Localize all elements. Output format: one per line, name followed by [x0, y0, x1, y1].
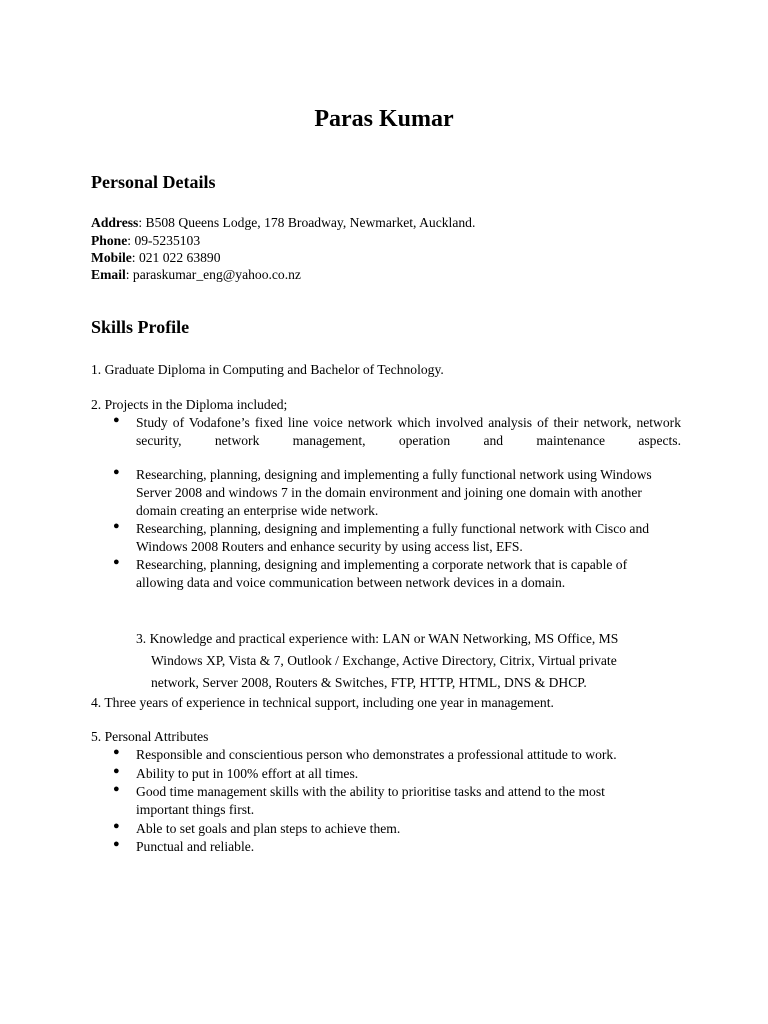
candidate-name: Paras Kumar [314, 106, 454, 132]
phone-value: : 09-5235103 [127, 233, 201, 248]
address-line [91, 214, 475, 231]
bullet-icon: ● [113, 466, 120, 478]
bullet-icon: ● [113, 820, 120, 832]
mobile-label: Mobile [91, 250, 132, 265]
project-item-3: Researching, planning, designing and implementing a fully functional network with Cisco and Windows 2008 Routers and enhance security by using access list, EFS. [136, 521, 650, 554]
skills-item-1: 1. Graduate Diploma in Computing and Bachelor of Technology. [91, 362, 444, 377]
skills-item-5-intro: 5. Personal Attributes [91, 729, 209, 744]
address-label: Address [91, 215, 139, 230]
attribute-item-3: Good time management skills with the ability to prioritise tasks and attend to the most important things first. [136, 784, 605, 817]
project-item-4: Researching, planning, designing and implementing a corporate network that is capable of allowing data and voice communication between network devices in a domain. [136, 557, 628, 590]
skills-item-2-intro: 2. Projects in the Diploma included; [91, 397, 288, 412]
skills-item-4: 4. Three years of experience in technical support, including one year in management. [91, 695, 554, 710]
phone-label: Phone [91, 233, 128, 248]
mobile-value: : 021 022 63890 [131, 250, 221, 265]
skills-profile-heading: Skills Profile [91, 317, 190, 337]
bullet-icon: ● [113, 838, 120, 850]
bullet-icon: ● [113, 414, 120, 426]
bullet-icon: ● [113, 556, 120, 568]
personal-details-heading: Personal Details [91, 172, 216, 192]
attribute-item-1: Responsible and conscientious person who demonstrates a professional attitude to work. [136, 747, 617, 762]
attribute-item-4: Able to set goals and plan steps to achieve them. [136, 821, 401, 836]
attribute-item-2: Ability to put in 100% effort at all times. [136, 766, 359, 781]
bullet-icon: ● [113, 765, 120, 777]
bullet-icon: ● [113, 783, 120, 795]
skills-item-3-line-1: 3. Knowledge and practical experience with: LAN or WAN Networking, MS Office, MS [136, 631, 619, 646]
email-line [91, 266, 301, 283]
bullet-icon: ● [113, 520, 120, 532]
project-item-1: Study of Vodafone’s fixed line voice network which involved analysis of their network, network security, network management, operation and maintenance aspects. [136, 415, 681, 448]
phone-line [91, 232, 200, 249]
email-label: Email [91, 267, 126, 282]
email-value: : paraskumar_eng@yahoo.co.nz [125, 267, 301, 282]
project-item-2: Researching, planning, designing and implementing a fully functional network using Windows Server 2008 and windows 7 in the domain environment and joining one domain with another domain creating an enterprise wide network. [136, 467, 652, 518]
skills-item-3-line-3: network, Server 2008, Routers & Switches, FTP, HTTP, HTML, DNS & DHCP. [151, 675, 587, 690]
address-value: : B508 Queens Lodge, 178 Broadway, Newmarket, Auckland. [138, 215, 476, 230]
bullet-icon: ● [113, 746, 120, 758]
attribute-item-5: Punctual and reliable. [136, 839, 255, 854]
skills-item-3-line-2: Windows XP, Vista & 7, Outlook / Exchange, Active Directory, Citrix, Virtual private [151, 653, 617, 668]
mobile-line [91, 249, 221, 266]
